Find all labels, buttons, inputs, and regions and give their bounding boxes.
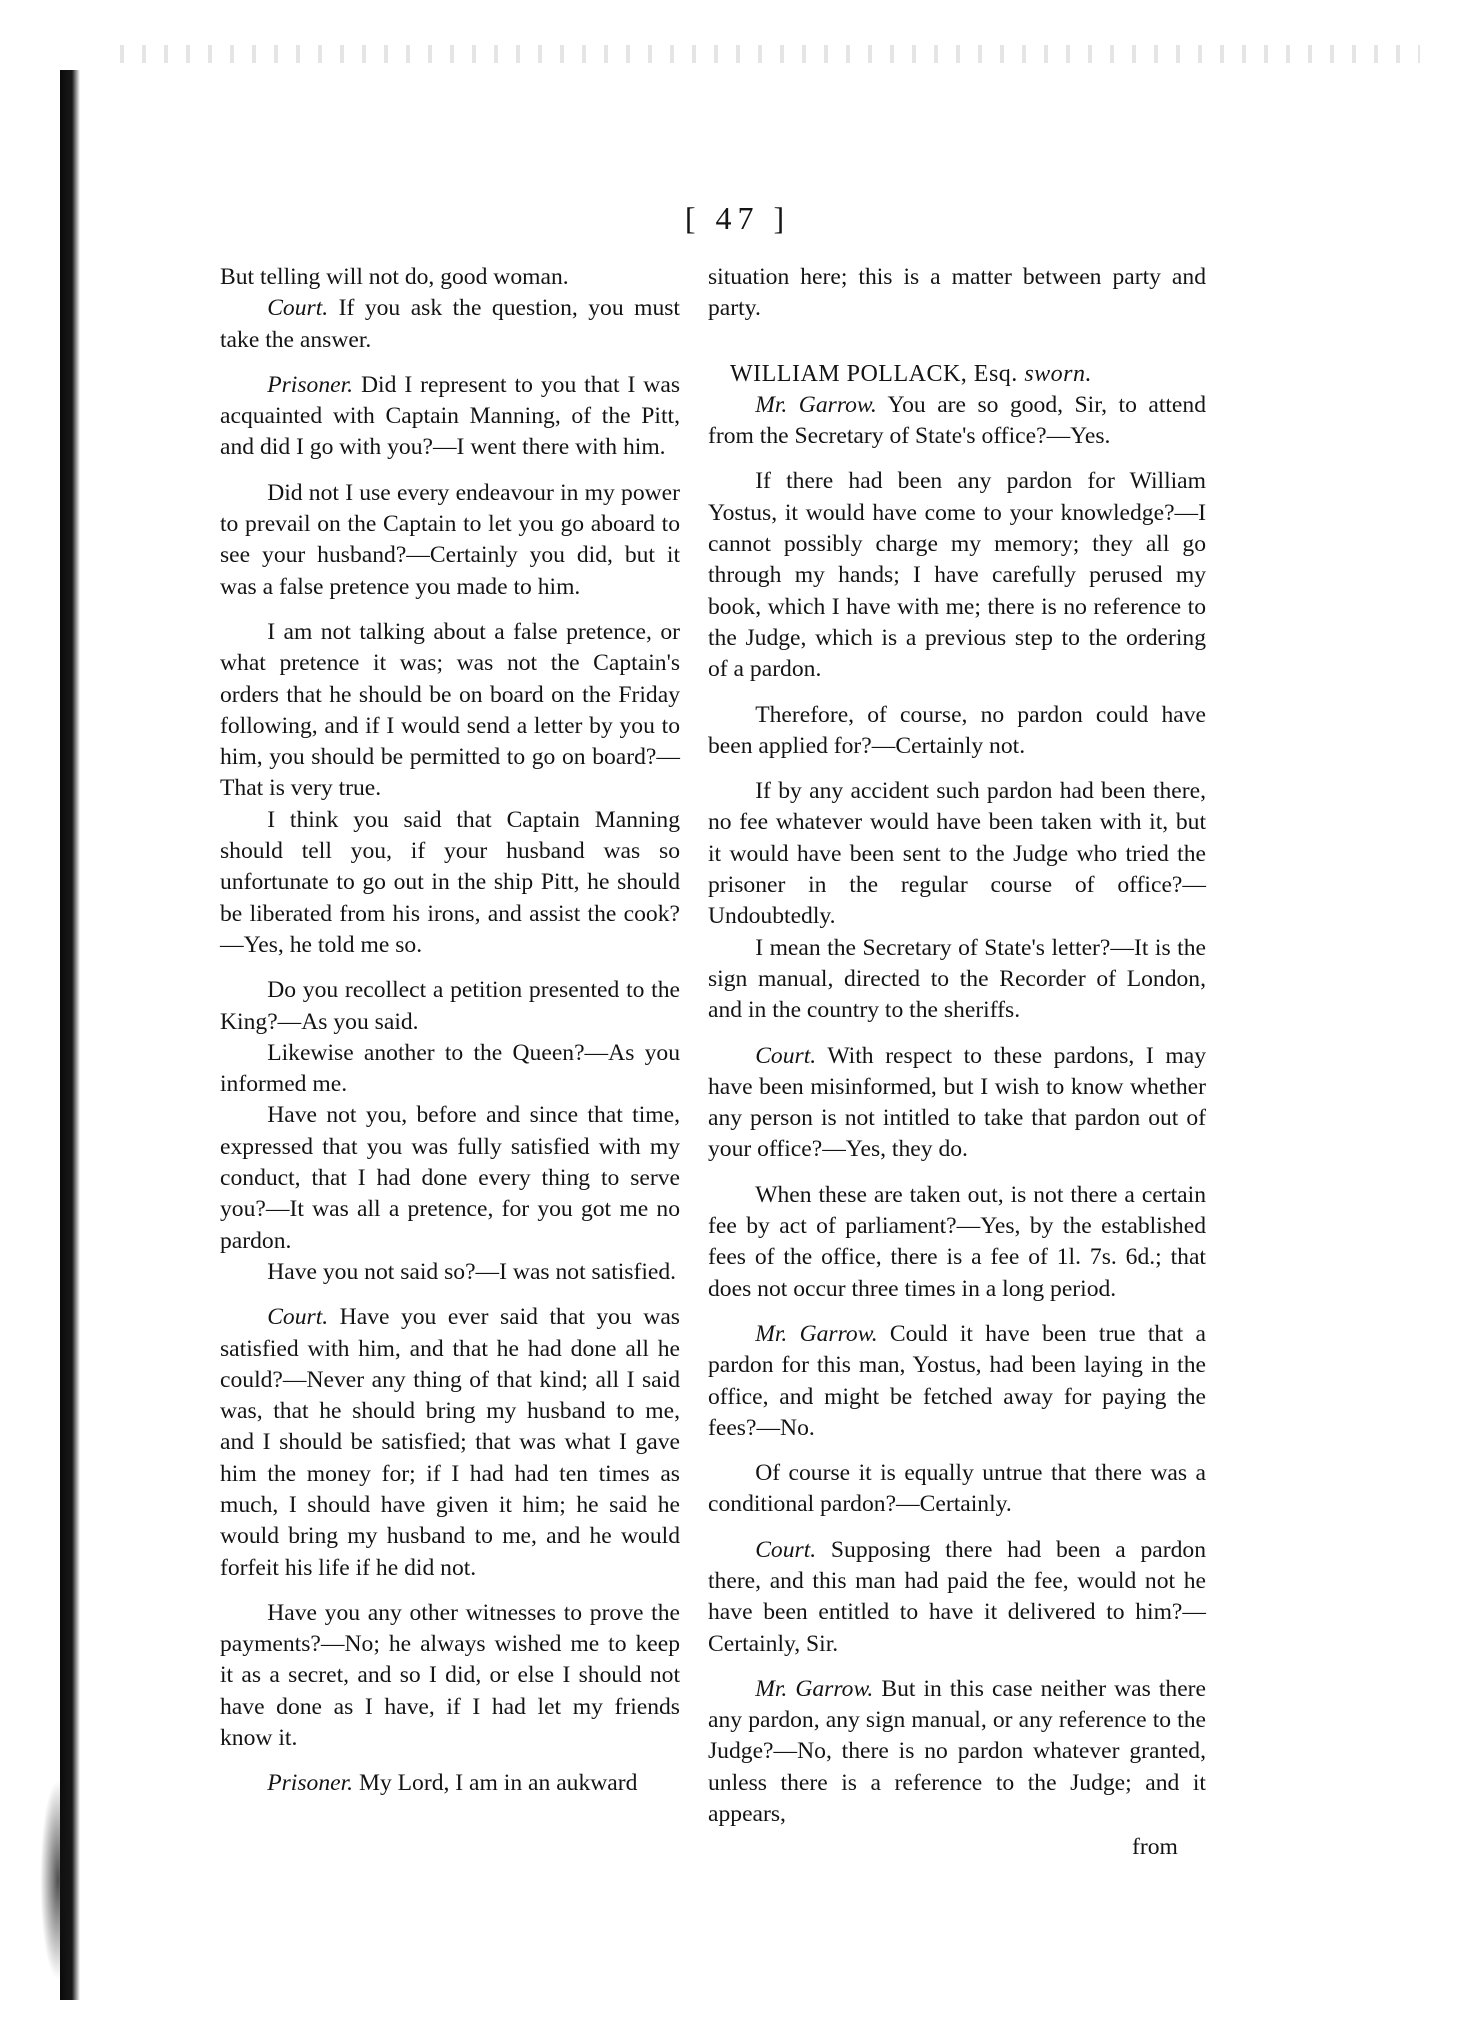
paragraph bbox=[220, 262, 680, 293]
binding-smudge bbox=[40, 1780, 70, 1980]
paragraph bbox=[708, 1180, 1206, 1305]
speaker-label: Court. bbox=[267, 1304, 329, 1331]
top-edge-speckle bbox=[120, 45, 1420, 63]
page-number: [ 47 ] bbox=[684, 200, 791, 236]
paragraph bbox=[220, 1100, 680, 1256]
paragraph bbox=[708, 1458, 1206, 1521]
paragraph bbox=[220, 805, 680, 961]
catchword: from bbox=[1132, 1834, 1178, 1860]
paragraph bbox=[708, 700, 1206, 763]
left-column bbox=[220, 262, 680, 1800]
paragraph bbox=[220, 975, 680, 1038]
paragraph-text: If you ask the question, you must take the answer. bbox=[220, 295, 680, 353]
paragraph bbox=[220, 293, 680, 356]
speaker-label: Court. bbox=[755, 1536, 817, 1563]
right-column bbox=[708, 262, 1206, 1830]
paragraph bbox=[708, 776, 1206, 932]
speaker-label: Mr. Garrow. bbox=[755, 1675, 874, 1702]
paragraph-text: But in this case neither was there any pardon, any sign manual, or any reference to the Judge?—No, there is no pardon whatever granted, unless there is a reference to the Judge; and it appears, bbox=[708, 1675, 1206, 1828]
speaker-label: Prisoner. bbox=[267, 1770, 354, 1797]
paragraph-text: I think you said that Captain Manning should tell you, if your husband was so unfortunate to go out in the ship Pitt, he should be liberated from his irons, and assist the cook?—Yes, he told me so. bbox=[220, 806, 680, 958]
paragraph bbox=[220, 478, 680, 603]
paragraph-text: Do you recollect a petition presented to the King?—As you said. bbox=[220, 977, 680, 1035]
paragraph-text: Therefore, of course, no pardon could have been applied for?—Certainly not. bbox=[708, 701, 1206, 759]
paragraph-text: Have not you, before and since that time, expressed that you was fully satisfied with my conduct, that I had done every thing to serve you?—It was all a pretence, for you got me no pardon. bbox=[220, 1102, 680, 1254]
speaker-label: Mr. Garrow. bbox=[755, 391, 877, 418]
witness-status: sworn. bbox=[1024, 360, 1092, 387]
witness-name: WILLIAM POLLACK, Esq. bbox=[730, 360, 1018, 387]
paragraph bbox=[708, 466, 1206, 685]
paragraph-text: My Lord, I am in an aukward bbox=[358, 1770, 638, 1797]
paragraph-text: I am not talking about a false pretence, or what pretence it was; was not the Captain's orders that he should be on board on the Friday following, and if I would send a letter by you to him, you should be permitted to go on board?—That is very true. bbox=[220, 618, 680, 802]
paragraph-text: I mean the Secretary of State's letter?—It is the sign manual, directed to the Recorder of London, and in the country to the sheriffs. bbox=[708, 934, 1206, 1024]
paragraph bbox=[220, 617, 680, 805]
paragraph bbox=[708, 390, 1206, 453]
speaker-label: Mr. Garrow. bbox=[755, 1320, 878, 1347]
paragraph-text: Likewise another to the Queen?—As you informed me. bbox=[220, 1039, 680, 1098]
paragraph-text: Have you ever said that you was satisfied with him, and that he had done all he could?—Never any thing of that kind; all I said was, that he should bring my husband to me, and I should be satisfied; that was what I gave him the money for; if I had had ten times as much, I should have given it him; he said he would bring my husband to me, and he would forfeit his life if he did not. bbox=[220, 1304, 680, 1581]
paragraph-text: Did I represent to you that I was acquainted with Captain Manning, of the Pitt, and did I go with you?—I went there with him. bbox=[220, 371, 680, 461]
paragraph bbox=[220, 1768, 680, 1799]
paragraph-text: You are so good, Sir, to attend from the Secretary of State's office?—Yes. bbox=[708, 391, 1207, 450]
paragraph bbox=[220, 370, 680, 464]
paragraph bbox=[220, 1257, 680, 1288]
paragraph-text: situation here; this is a matter between party and party. bbox=[708, 264, 1206, 322]
paragraph bbox=[708, 1674, 1206, 1830]
speaker-label: Prisoner. bbox=[267, 371, 354, 398]
paragraph-text: If by any accident such pardon had been there, no fee whatever would have been taken with it, but it would have been sent to the Judge who tried the prisoner in the regular course of office?—Undoubtedly. bbox=[708, 778, 1206, 930]
speaker-label: Court. bbox=[755, 1042, 817, 1069]
paragraph-text: When these are taken out, is not there a certain fee by act of parliament?—Yes, by the established fees of the office, there is a fee of 1l. 7s. 6d.; that does not occur three times in a long period. bbox=[708, 1181, 1206, 1302]
paragraph-text: With respect to these pardons, I may have been misinformed, but I wish to know whether any person is not intitled to take that pardon out of your office?—Yes, they do. bbox=[708, 1042, 1206, 1163]
paragraph bbox=[708, 1041, 1206, 1166]
paragraph bbox=[220, 1598, 680, 1754]
paragraph bbox=[220, 1038, 680, 1101]
paragraph bbox=[220, 1302, 680, 1584]
paragraph-text: Have you any other witnesses to prove the payments?—No; he always wished me to keep it as a secret, and so I did, or else I should not have done as I have, if I had let my friends know it. bbox=[220, 1599, 680, 1752]
paragraph bbox=[708, 1319, 1206, 1444]
paragraph-text: Could it have been true that a pardon for this man, Yostus, had been laying in the office, and might be fetched away for paying the fees?—No. bbox=[708, 1320, 1206, 1441]
paragraph-text: If there had been any pardon for William Yostus, it would have come to your knowledge?—I cannot possibly charge my memory; they all go through my hands; I have carefully perused my book, which I have with me; there is no reference to the Judge, which is a previous step to the ordering of a pardon. bbox=[708, 468, 1206, 683]
paragraph-text: Of course it is equally untrue that there was a conditional pardon?—Certainly. bbox=[708, 1460, 1206, 1518]
speaker-label: Court. bbox=[267, 295, 329, 322]
paragraph-text: Supposing there had been a pardon there, and this man had paid the fee, would not he have been entitled to have it delivered to him?—Certainly, Sir. bbox=[708, 1536, 1206, 1657]
paragraph bbox=[708, 933, 1206, 1027]
paragraph bbox=[708, 262, 1206, 325]
paragraph bbox=[708, 1535, 1206, 1660]
binding-shadow bbox=[60, 70, 80, 2000]
paragraph-text: But telling will not do, good woman. bbox=[220, 264, 569, 290]
paragraph-text: Did not I use every endeavour in my power to prevail on the Captain to let you go aboard to see your husband?—Certainly you did, but it was a false pretence you made to him. bbox=[220, 479, 680, 600]
paragraph-text: Have you not said so?—I was not satisfied. bbox=[267, 1258, 677, 1285]
witness-heading bbox=[708, 359, 1206, 390]
